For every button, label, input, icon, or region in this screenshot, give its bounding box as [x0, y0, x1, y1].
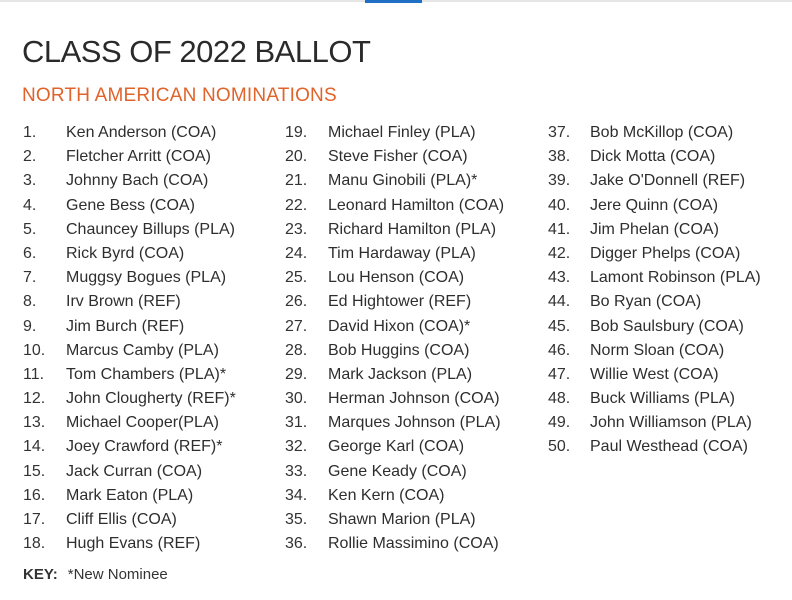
list-item — [548, 266, 788, 290]
list-item — [285, 315, 535, 339]
nominee-name: Lou Henson (COA) — [328, 269, 465, 287]
nominee-name: Shawn Marion (PLA) — [328, 511, 476, 528]
list-item — [548, 339, 788, 363]
nominee-name: Marques Johnson (PLA) — [328, 414, 501, 432]
nominee-number: 7. — [23, 269, 37, 287]
nominee-name: Herman Johnson (COA) — [328, 390, 500, 408]
nominee-number: 20. — [285, 148, 308, 166]
list-item — [548, 169, 788, 193]
nominee-number: 27. — [285, 317, 308, 335]
nominee-name: Michael Cooper(PLA) — [66, 414, 219, 432]
nominee-name: Steve Fisher (COA) — [328, 148, 468, 166]
nominee-number: 30. — [285, 390, 308, 408]
list-item — [23, 121, 273, 145]
nominee-name: Hugh Evans (REF) — [66, 535, 201, 553]
nominee-name: Gene Bess (COA) — [66, 196, 195, 214]
nominee-name: Johnny Bach (COA) — [66, 172, 209, 190]
legend-key — [23, 566, 168, 583]
list-item — [23, 194, 273, 218]
list-item — [285, 242, 535, 266]
nominee-number: 47. — [548, 365, 571, 383]
nominee-name: Chauncey Billups (PLA) — [66, 220, 235, 238]
list-item — [548, 387, 788, 411]
nominee-number: 21. — [285, 172, 308, 190]
list-item — [23, 363, 273, 387]
list-item — [23, 315, 273, 339]
list-item — [285, 387, 535, 411]
nominee-number: 12. — [23, 390, 46, 408]
nominee-number: 50. — [548, 438, 571, 456]
nominee-name: Michael Finley (PLA) — [328, 124, 476, 141]
nominee-name: Tom Chambers (PLA)* — [66, 365, 227, 383]
key-text: *New Nominee — [67, 566, 168, 583]
nominee-name: Jake O'Donnell (REF) — [590, 172, 746, 190]
list-item — [285, 290, 535, 314]
nominee-number: 24. — [285, 244, 308, 262]
list-item — [285, 508, 535, 532]
nominee-number: 5. — [23, 220, 37, 238]
list-item — [23, 339, 273, 363]
nominee-name: Irv Brown (REF) — [66, 293, 181, 311]
list-item — [548, 363, 788, 387]
key-label: KEY: — [23, 566, 58, 583]
list-item — [23, 387, 273, 411]
nominee-name: Mark Jackson (PLA) — [328, 365, 473, 383]
nominee-name: Paul Westhead (COA) — [590, 438, 748, 456]
nominee-number: 15. — [23, 462, 46, 480]
list-item — [285, 194, 535, 218]
list-item — [23, 411, 273, 435]
nominee-number: 13. — [23, 414, 46, 432]
nominee-name: Gene Keady (COA) — [328, 462, 467, 480]
list-item — [23, 484, 273, 508]
list-item — [23, 460, 273, 484]
nominee-number: 35. — [285, 511, 308, 528]
nominee-name: Bob Saulsbury (COA) — [590, 317, 744, 335]
nominee-number: 49. — [548, 414, 571, 432]
list-item — [23, 435, 273, 459]
list-item — [285, 169, 535, 193]
list-item — [23, 508, 273, 532]
list-item — [548, 290, 788, 314]
nominee-list-column-3 — [548, 121, 788, 460]
nominee-name: Ed Hightower (REF) — [328, 293, 472, 311]
section-subtitle: NORTH AMERICAN NOMINATIONS — [22, 85, 337, 106]
nominee-number: 3. — [23, 172, 37, 190]
list-item — [285, 460, 535, 484]
list-item — [548, 218, 788, 242]
nominee-number: 10. — [23, 341, 46, 359]
nominee-name: Bo Ryan (COA) — [590, 293, 702, 311]
nominee-name: Cliff Ellis (COA) — [66, 511, 177, 528]
nominee-number: 38. — [548, 148, 571, 166]
nominee-name: John Williamson (PLA) — [590, 414, 752, 432]
nominee-name: Leonard Hamilton (COA) — [328, 196, 505, 214]
nominee-number: 43. — [548, 269, 571, 287]
list-item — [285, 266, 535, 290]
nominee-name: Jere Quinn (COA) — [590, 196, 719, 214]
nominee-number: 36. — [285, 535, 308, 553]
nominee-number: 28. — [285, 341, 308, 359]
nominee-number: 31. — [285, 414, 308, 432]
list-item — [285, 435, 535, 459]
nominee-name: Muggsy Bogues (PLA) — [66, 269, 227, 287]
nominee-name: Ken Anderson (COA) — [66, 124, 217, 141]
list-item — [285, 121, 535, 145]
nominee-number: 18. — [23, 535, 46, 553]
nominee-name: David Hixon (COA)* — [328, 317, 471, 335]
list-item — [548, 194, 788, 218]
nominee-name: Bob Huggins (COA) — [328, 341, 470, 359]
nominee-number: 19. — [285, 124, 308, 141]
nominee-name: Norm Sloan (COA) — [590, 341, 725, 359]
nominee-name: Tim Hardaway (PLA) — [328, 244, 476, 262]
list-item — [23, 169, 273, 193]
nominee-number: 8. — [23, 293, 37, 311]
nominee-number: 11. — [23, 365, 45, 383]
list-item — [23, 218, 273, 242]
nominee-number: 9. — [23, 317, 37, 335]
list-item — [285, 339, 535, 363]
nominee-number: 37. — [548, 124, 571, 141]
nominee-name: Digger Phelps (COA) — [590, 244, 741, 262]
nominee-name: Richard Hamilton (PLA) — [328, 220, 497, 238]
nominee-name: Buck Williams (PLA) — [590, 390, 735, 408]
list-item — [23, 145, 273, 169]
list-item — [23, 532, 273, 556]
nominee-number: 48. — [548, 390, 571, 408]
nominee-number: 14. — [23, 438, 46, 456]
nominee-name: Manu Ginobili (PLA)* — [328, 172, 478, 190]
nominee-name: Rollie Massimino (COA) — [328, 535, 499, 553]
nominee-number: 2. — [23, 148, 37, 166]
nominee-name: Joey Crawford (REF)* — [66, 438, 223, 456]
nominee-number: 46. — [548, 341, 571, 359]
nominee-number: 23. — [285, 220, 308, 238]
nominee-name: Jack Curran (COA) — [66, 462, 203, 480]
nominee-name: Jim Phelan (COA) — [590, 220, 719, 238]
list-item — [548, 315, 788, 339]
nominee-number: 41. — [548, 220, 571, 238]
list-item — [23, 266, 273, 290]
nominee-name: Marcus Camby (PLA) — [66, 341, 219, 359]
list-item — [23, 242, 273, 266]
nominee-number: 25. — [285, 269, 308, 287]
list-item — [548, 242, 788, 266]
nominee-number: 42. — [548, 244, 571, 262]
nominee-number: 40. — [548, 196, 571, 214]
nominee-number: 4. — [23, 196, 37, 214]
nominee-number: 16. — [23, 486, 46, 504]
list-item — [548, 435, 788, 459]
nominee-name: Mark Eaton (PLA) — [66, 486, 194, 504]
nominee-name: Bob McKillop (COA) — [590, 124, 734, 141]
list-item — [285, 363, 535, 387]
nominee-name: Rick Byrd (COA) — [66, 244, 185, 262]
nominee-number: 29. — [285, 365, 308, 383]
list-item — [548, 411, 788, 435]
nominee-number: 26. — [285, 293, 308, 311]
nominee-number: 45. — [548, 317, 571, 335]
nominee-list-column-1 — [23, 121, 273, 556]
nominee-name: Dick Motta (COA) — [590, 148, 716, 166]
nominee-number: 34. — [285, 486, 308, 504]
list-item — [548, 145, 788, 169]
list-item — [548, 121, 788, 145]
nominee-number: 6. — [23, 244, 37, 262]
list-item — [23, 290, 273, 314]
list-item — [285, 145, 535, 169]
nominee-number: 1. — [23, 124, 37, 141]
nominee-number: 33. — [285, 462, 308, 480]
nominee-number: 22. — [285, 196, 308, 214]
list-item — [285, 411, 535, 435]
nominee-number: 32. — [285, 438, 308, 456]
nominee-number: 17. — [23, 511, 46, 528]
nominee-name: Lamont Robinson (PLA) — [590, 269, 761, 287]
nominee-name: George Karl (COA) — [328, 438, 465, 456]
page-title: CLASS OF 2022 BALLOT — [22, 34, 371, 69]
list-item — [285, 218, 535, 242]
nominee-name: Fletcher Arritt (COA) — [66, 148, 211, 166]
nominee-list-column-2 — [285, 121, 535, 556]
nominee-number: 39. — [548, 172, 571, 190]
list-item — [285, 484, 535, 508]
nominee-name: Ken Kern (COA) — [328, 486, 445, 504]
nominee-name: John Clougherty (REF)* — [66, 390, 236, 408]
nominee-number: 44. — [548, 293, 571, 311]
list-item — [285, 532, 535, 556]
nominee-name: Willie West (COA) — [590, 365, 719, 383]
nominee-name: Jim Burch (REF) — [66, 317, 185, 335]
active-tab-indicator — [365, 0, 422, 3]
